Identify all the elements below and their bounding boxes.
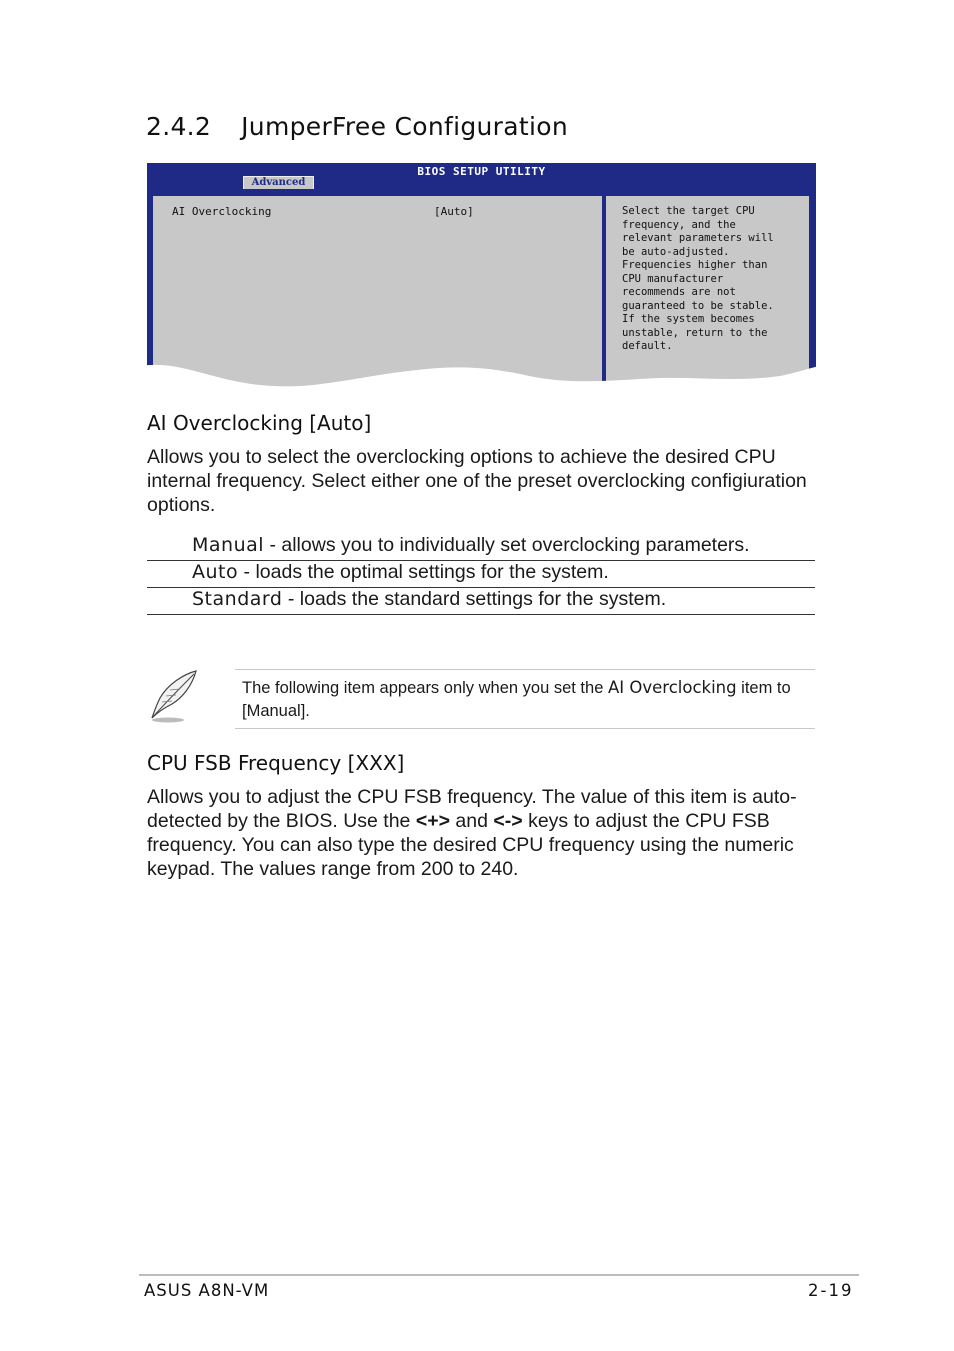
cpu-fsb-text-3: keys to adjust the CPU FSB frequency. You can also type the desired CPU frequency using the numeric keypad. The values range from 200 to 240. — [147, 810, 794, 880]
option-row-standard — [147, 588, 815, 615]
bios-title: BIOS SETUP UTILITY — [417, 165, 546, 178]
torn-edge-mask — [140, 340, 830, 410]
help-line: relevant parameters will — [622, 232, 774, 244]
help-line: unstable, return to the — [622, 326, 768, 339]
footer-product: ASUS A8N-VM — [144, 1281, 270, 1300]
cpu-fsb-text-1: Allows you to adjust the CPU FSB frequency. The value of this item is auto-detected by the BIOS. Use the — [147, 786, 797, 832]
cpu-fsb-description — [147, 785, 817, 881]
option-desc: - loads the standard settings for the system. — [282, 588, 667, 610]
cpu-fsb-text-2: and — [450, 810, 494, 832]
note-highlight: AI Overclocking — [607, 678, 737, 697]
help-line: If the system becomes — [622, 313, 755, 325]
option-desc: - loads the optimal settings for the system. — [238, 561, 609, 583]
ai-overclocking-description: Allows you to select the overclocking options to achieve the desired CPU internal frequency. Select either one of the preset overclocking configiuration options. — [147, 446, 807, 516]
help-line: frequency, and the — [622, 218, 736, 231]
option-row-manual — [147, 534, 815, 561]
help-line: guaranteed to be stable. — [622, 299, 774, 312]
bios-tab-advanced[interactable]: Advanced — [243, 176, 314, 191]
section-title — [146, 112, 568, 141]
help-line: default. — [622, 340, 673, 352]
note-text-after: item to [Manual]. — [242, 679, 791, 720]
help-line: Frequencies higher than — [622, 259, 768, 271]
note-text-before: The following item appears only when you set the — [242, 679, 608, 697]
help-line: recommends are not — [622, 286, 736, 298]
bios-help-text — [622, 205, 808, 354]
key-minus: <-> — [493, 810, 523, 832]
help-line: Select the target CPU — [622, 205, 755, 217]
note-text — [242, 676, 812, 723]
help-line: be auto-adjusted. — [622, 245, 730, 258]
note-bottom-rule — [235, 728, 815, 729]
section-number: 2.4.2 — [146, 112, 212, 141]
option-row-auto — [147, 561, 815, 588]
footer-rule — [139, 1274, 859, 1276]
note-top-rule — [235, 669, 815, 670]
bios-item-value[interactable]: [Auto] — [434, 205, 474, 218]
help-line: CPU manufacturer — [622, 272, 724, 285]
option-key: Auto — [192, 561, 239, 583]
feather-pen-icon — [146, 668, 200, 724]
option-desc: - allows you to individually set overclocking parameters. — [264, 534, 750, 556]
page-number: 2-19 — [808, 1281, 854, 1300]
section-title-text: JumperFree Configuration — [241, 112, 568, 141]
option-key: Standard — [192, 588, 283, 610]
bios-item-ai-overclocking[interactable]: AI Overclocking — [172, 205, 272, 218]
key-plus: <+> — [415, 810, 450, 832]
option-key: Manual — [192, 534, 265, 556]
ai-overclocking-heading: AI Overclocking [Auto] — [147, 411, 372, 435]
cpu-fsb-heading: CPU FSB Frequency [XXX] — [147, 751, 405, 775]
